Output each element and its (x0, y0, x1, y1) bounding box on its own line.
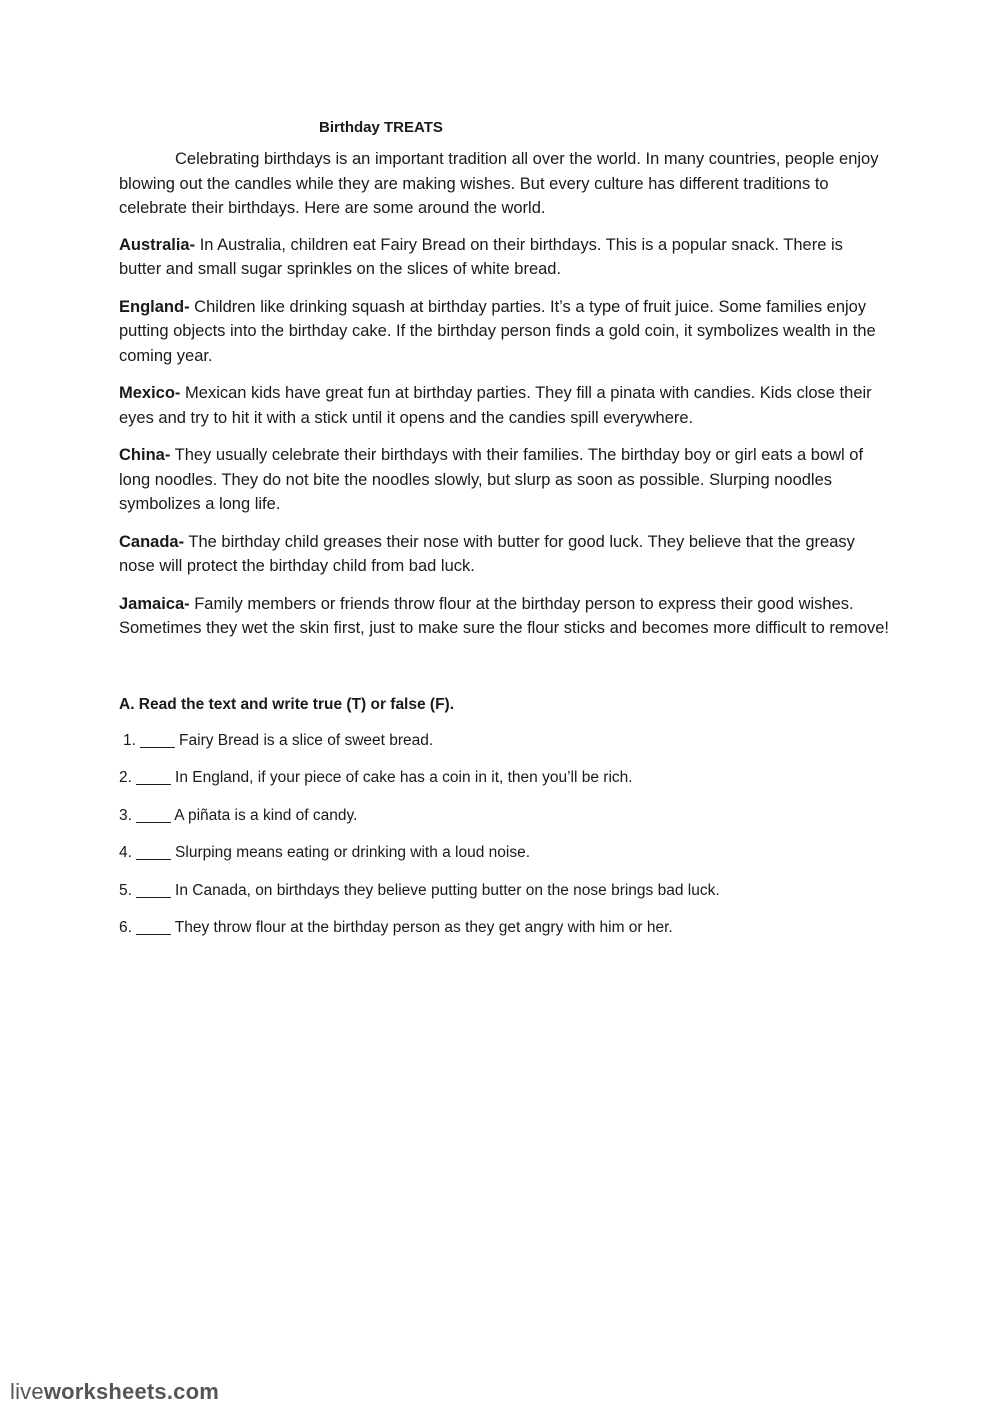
question-text: Slurping means eating or drinking with a loud noise. (175, 844, 531, 861)
question-text: In Canada, on birthdays they believe putting butter on the nose brings bad luck. (175, 881, 720, 899)
question-number: 5. (119, 881, 132, 899)
answer-blank[interactable]: ____ (136, 919, 171, 936)
answer-blank[interactable]: ____ (136, 881, 171, 899)
paragraph-text: The birthday child greases their nose with butter for good luck. They believe that the greasy nose will protect the birthday child from bad luck. (119, 532, 855, 575)
country-label: Mexico- (119, 384, 181, 402)
paragraph-canada (119, 530, 889, 579)
answer-blank[interactable]: ____ (136, 769, 171, 786)
question-item (119, 879, 889, 903)
question-text: Fairy Bread is a slice of sweet bread. (179, 731, 434, 749)
question-number: 3. (119, 806, 132, 824)
paragraph-text: In Australia, children eat Fairy Bread on their birthdays. This is a popular snack. There is butter and small sugar sprinkles on the slices of white bread. (119, 235, 843, 278)
paragraph-text: Children like drinking squash at birthday parties. It’s a type of fruit juice. Some families enjoy putting objects into the birthday cake. If the birthday person finds a gold coin, it symbolizes wealth in the coming year. (119, 297, 876, 365)
question-text: In England, if your piece of cake has a coin in it, then you’ll be rich. (175, 769, 633, 786)
question-number: 6. (119, 919, 132, 936)
country-label: Canada- (119, 532, 185, 551)
worksheet-content (119, 116, 889, 954)
question-item (119, 916, 889, 940)
question-item (119, 766, 889, 790)
exercise-section (119, 693, 889, 941)
liveworksheets-logo[interactable] (10, 1379, 219, 1405)
country-label: Australia- (119, 235, 196, 254)
paragraph-text: They usually celebrate their birthdays with their families. The birthday boy or girl eats a bowl of long noodles. They do not bite the noodles slowly, but slurp as soon as possible. Slurping noodles symbolizes a long life. (119, 446, 864, 513)
question-text: They throw flour at the birthday person as they get angry with him or her. (174, 919, 673, 936)
question-number: 2. (119, 769, 132, 786)
country-label: Jamaica- (119, 594, 190, 613)
country-label: England- (119, 297, 190, 316)
paragraph-england (119, 295, 889, 369)
question-number: 1. (123, 731, 136, 749)
paragraph-text: Family members or friends throw flour at the birthday person to express their good wishes. Sometimes they wet the skin first, just to make sure the flour sticks and becomes more difficult to remove! (119, 594, 890, 637)
country-label: China- (119, 446, 171, 464)
question-text: A piñata is a kind of candy. (174, 806, 358, 824)
question-item (119, 729, 889, 753)
question-item (119, 841, 889, 865)
logo-part-suffix: .com (166, 1379, 220, 1404)
question-list (119, 729, 889, 941)
question-number: 4. (119, 844, 132, 861)
exercise-heading: A. Read the text and write true (T) or false (F). (119, 695, 455, 713)
page-title: Birthday TREATS (319, 119, 443, 136)
answer-blank[interactable]: ____ (136, 844, 171, 861)
paragraph-australia (119, 233, 889, 282)
paragraph-text: Mexican kids have great fun at birthday parties. They fill a pinata with candies. Kids close their eyes and try to hit it with a stick until it opens and the candies spill everywhere. (119, 384, 872, 427)
paragraph-china (119, 443, 889, 517)
paragraph-jamaica (119, 592, 889, 641)
intro-paragraph: Celebrating birthdays is an important tradition all over the world. In many countries, people enjoy blowing out the candles while they are making wishes. But every culture has different traditions to celebrate their birthdays. Here are some around the world. (119, 150, 879, 217)
paragraph-mexico (119, 381, 889, 430)
answer-blank[interactable]: ____ (140, 731, 175, 749)
question-item (119, 804, 889, 828)
answer-blank[interactable]: ____ (136, 806, 171, 824)
logo-part-worksheets: worksheets (43, 1379, 167, 1404)
logo-part-live: live (10, 1379, 44, 1404)
